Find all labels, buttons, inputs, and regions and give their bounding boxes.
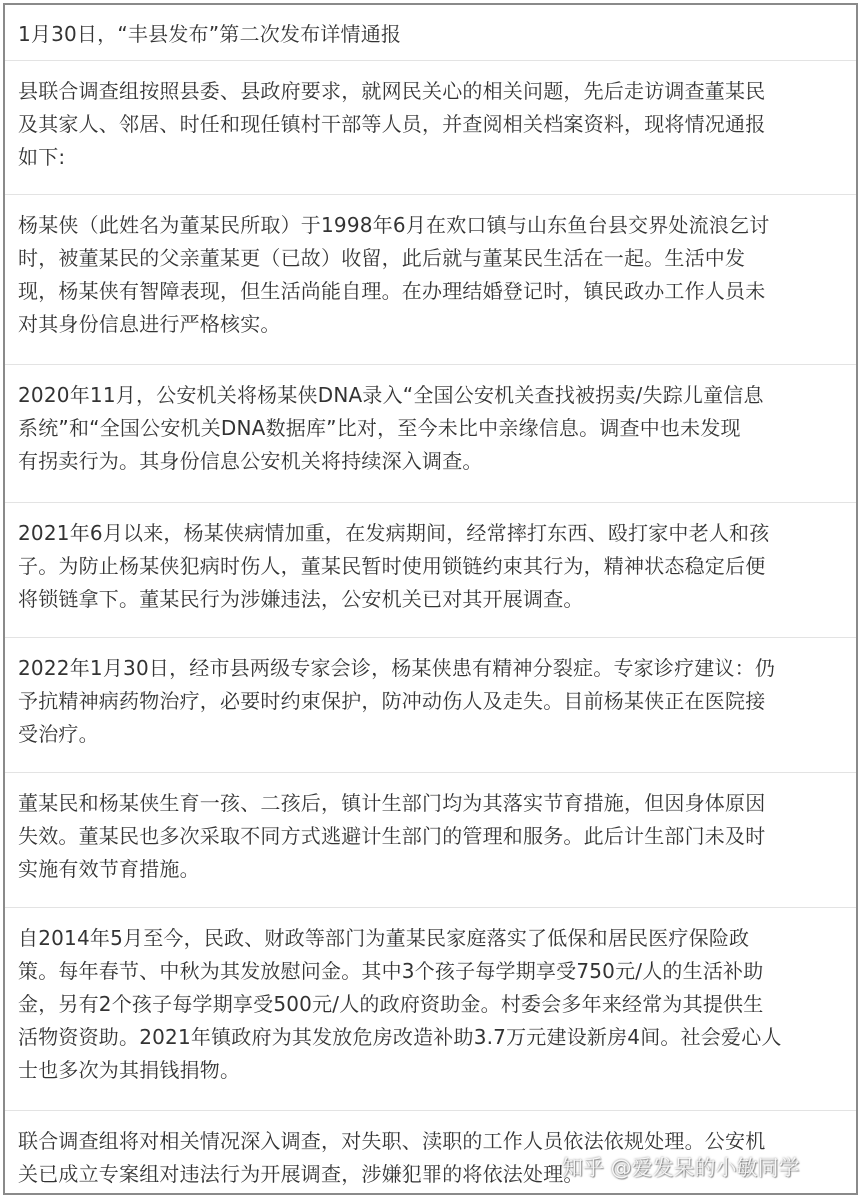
paragraph-diagnosis — [5, 652, 860, 751]
paragraph-line: 自2014年5月至今，民政、财政等部门为董某民家庭落实了低保和居民医疗保险政 — [18, 926, 750, 950]
divider — [5, 194, 856, 195]
paragraph-line: 2022年1月30日，经市县两级专家会诊，杨某侠患有精神分裂症。专家诊疗建议：仍 — [18, 656, 776, 680]
paragraph-line: 及其家人、邻居、时任和现任镇村干部等人员，并查阅相关档案资料，现将情况通报 — [18, 112, 766, 136]
divider — [5, 772, 856, 773]
paragraph-line: 2021年6月以来，杨某侠病情加重，在发病期间，经常摔打东西、殴打家中老人和孩 — [18, 521, 770, 545]
paragraph-line: 对其身份信息进行严格核实。 — [18, 312, 281, 336]
divider — [5, 1110, 856, 1111]
paragraph-investigation-intro — [5, 75, 860, 174]
paragraph-line: 活物资资助。2021年镇政府为其发放危房改造补助3.7万元建设新房4间。社会爱心人 — [18, 1025, 782, 1049]
notice-title: 1月30日，“丰县发布”第二次发布详情通报 — [18, 22, 402, 46]
paragraph-line: 董某民和杨某侠生育一孩、二孩后，镇计生部门均为其落实节育措施，但因身体原因 — [18, 791, 766, 815]
paragraph-line: 子。为防止杨某侠犯病时伤人，董某民暂时使用锁链约束其行为，精神状态稳定后便 — [18, 554, 766, 578]
paragraph-line: 现，杨某侠有智障表现，但生活尚能自理。在办理结婚登记时，镇民政办工作人员未 — [18, 279, 766, 303]
paragraph-line: 关已成立专案组对违法行为开展调查，涉嫌犯罪的将依法处理。 — [18, 1162, 584, 1186]
paragraph-background — [5, 209, 860, 341]
paragraph-line: 受治疗。 — [18, 722, 99, 746]
paragraph-line: 将锁链拿下。董某民行为涉嫌违法，公安机关已对其开展调查。 — [18, 587, 584, 611]
paragraph-family-planning — [5, 787, 860, 886]
divider — [5, 502, 856, 503]
divider — [5, 907, 856, 908]
paragraph-line: 联合调查组将对相关情况深入调查，对失职、渎职的工作人员依法依规处理。公安机 — [18, 1129, 766, 1153]
paragraph-line: 策。每年春节、中秋为其发放慰问金。其中3个孩子每学期享受750元/人的生活补助 — [18, 959, 764, 983]
paragraph-line: 予抗精神病药物治疗，必要时约束保护，防冲动伤人及走失。目前杨某侠正在医院接 — [18, 689, 766, 713]
divider — [5, 637, 856, 638]
paragraph-line: 有拐卖行为。其身份信息公安机关将持续深入调查。 — [18, 449, 483, 473]
paragraph-welfare-support — [5, 922, 860, 1087]
paragraph-dna-check — [5, 379, 860, 478]
divider — [5, 60, 856, 61]
paragraph-line: 系统”和“全国公安机关DNA数据库”比对，至今未比中亲缘信息。调查中也未发现 — [18, 416, 741, 440]
paragraph-line: 如下: — [18, 145, 66, 169]
paragraph-line: 杨某侠（此姓名为董某民所取）于1998年6月在欢口镇与山东鱼台县交界处流浪乞讨 — [18, 213, 770, 237]
zhihu-watermark: 知乎 @爱发呆的小敏同学 — [562, 1156, 800, 1180]
notice-document — [3, 3, 858, 1195]
paragraph-line: 县联合调查组按照县委、县政府要求，就网民关心的相关问题，先后走访调查董某民 — [18, 79, 766, 103]
paragraph-line: 失效。董某民也多次采取不同方式逃避计生部门的管理和服务。此后计生部门未及时 — [18, 824, 766, 848]
paragraph-line: 金，另有2个孩子每学期享受500元/人的政府资助金。村委会多年来经常为其提供生 — [18, 992, 764, 1016]
paragraph-line: 实施有效节育措施。 — [18, 857, 200, 881]
paragraph-line: 士也多次为其捐钱捐物。 — [18, 1058, 241, 1082]
paragraph-line: 时，被董某民的父亲董某更（已故）收留，此后就与董某民生活在一起。生活中发 — [18, 246, 746, 270]
paragraph-line: 2020年11月，公安机关将杨某侠DNA录入“全国公安机关查找被拐卖/失踪儿童信息 — [18, 383, 764, 407]
divider — [5, 364, 856, 365]
paragraph-illness — [5, 517, 860, 616]
